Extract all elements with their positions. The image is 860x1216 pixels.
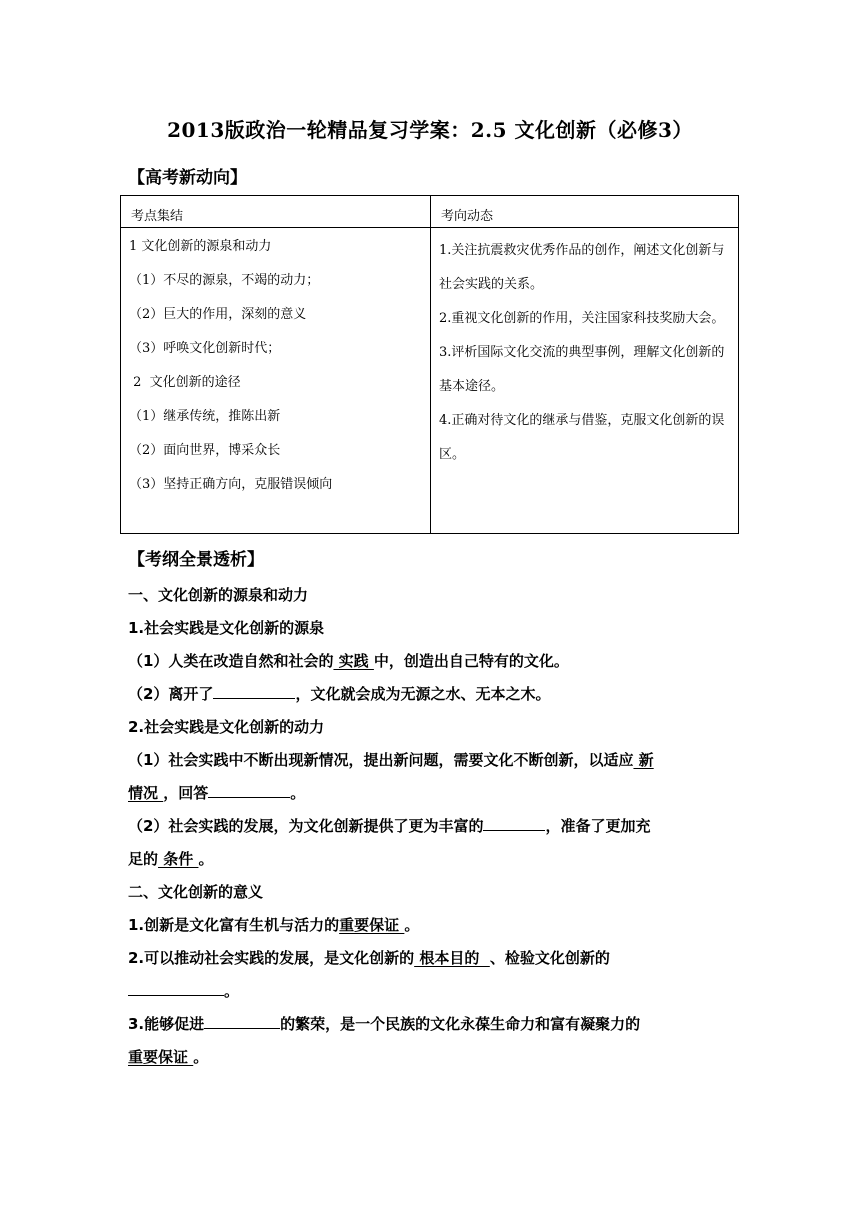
outline-paragraph <box>128 1008 738 1074</box>
list-item: （3）呼唤文化创新时代； <box>129 341 281 356</box>
trends-table <box>120 195 739 534</box>
table-cell-trends <box>431 228 739 534</box>
text-span: 。 <box>193 1048 209 1066</box>
outline-paragraph <box>128 645 738 678</box>
text-span: ，回答 <box>163 784 209 802</box>
list-item: 2.重视文化创新的作用，关注国家科技奖励大会。 <box>439 311 725 326</box>
table-body-row <box>121 228 739 534</box>
list-item: 3.评析国际文化交流的典型事例，理解文化创新的基本途径。 <box>439 345 725 394</box>
table-header-left: 考点集结 <box>121 196 431 228</box>
list-item: （3）坚持正确方向，克服错误倾向 <box>129 477 333 492</box>
answer-underline: 实践 <box>333 652 374 670</box>
outline-heading-1: 一、文化创新的源泉和动力 <box>128 586 309 604</box>
text-span: 。 <box>224 982 240 1000</box>
answer-underline: 情况 <box>128 784 164 802</box>
text-span: （1）人类在改造自然和社会的 <box>128 652 334 670</box>
text-span: 2.可以推动社会实践的发展，是文化创新的 <box>128 949 415 967</box>
text-span: ，准备了更加充 <box>545 817 651 835</box>
fill-blank <box>213 683 295 699</box>
text-span: 。 <box>198 850 214 868</box>
list-item: 1 文化创新的源泉和动力 <box>129 239 272 254</box>
text-span: 、检验文化创新的 <box>489 949 610 967</box>
text-span: 1.创新是文化富有生机与活力的 <box>128 916 340 934</box>
outline-paragraph <box>128 678 738 711</box>
outline-paragraph <box>128 810 738 876</box>
answer-underline: 根本目的 <box>414 949 490 967</box>
list-item: 1.关注抗震救灾优秀作品的创作，阐述文化创新与社会实践的关系。 <box>439 243 725 292</box>
text-span: 。 <box>404 916 420 934</box>
text-span: （2）离开了 <box>128 685 214 703</box>
answer-underline: 重要保证 <box>339 916 405 934</box>
outline-paragraph: 2.社会实践是文化创新的动力 <box>128 718 325 736</box>
outline-paragraph <box>128 744 738 810</box>
list-item: 4.正确对待文化的继承与借鉴，克服文化创新的误区。 <box>439 413 725 462</box>
text-span: （1）社会实践中不断出现新情况，提出新问题，需要文化不断创新，以适应 <box>128 751 634 769</box>
list-item: （2）面向世界，博采众长 <box>129 443 281 458</box>
fill-blank <box>483 815 545 831</box>
answer-underline: 条件 <box>158 850 199 868</box>
outline-paragraph <box>128 909 738 942</box>
table-cell-key-points <box>121 228 431 534</box>
section-heading-trends: 【高考新动向】 <box>128 168 247 188</box>
answer-underline: 重要保证 <box>128 1048 194 1066</box>
text-span: ，文化就会成为无源之水、无本之木。 <box>295 685 551 703</box>
text-span: （2）社会实践的发展，为文化创新提供了更为丰富的 <box>128 817 484 835</box>
list-item: （1）不尽的源泉，不竭的动力； <box>129 273 320 288</box>
list-item: （2）巨大的作用，深刻的意义 <box>129 307 307 322</box>
fill-blank <box>204 1013 280 1029</box>
outline-paragraph: 1.社会实践是文化创新的源泉 <box>128 619 325 637</box>
text-span: 的繁荣，是一个民族的文化永葆生命力和富有凝聚力的 <box>280 1015 641 1033</box>
outline-heading-2: 二、文化创新的意义 <box>128 883 264 901</box>
list-item: 2 文化创新的途径 <box>129 375 241 390</box>
section-heading-outline: 【考纲全景透析】 <box>128 550 264 570</box>
outline-body <box>128 579 738 1074</box>
document-title: 2013版政治一轮精品复习学案：2.5 文化创新（必修3） <box>167 118 693 142</box>
fill-blank <box>128 980 224 996</box>
outline-paragraph <box>128 942 738 1008</box>
text-span: 3.能够促进 <box>128 1015 205 1033</box>
fill-blank <box>208 782 290 798</box>
text-span: 。 <box>290 784 306 802</box>
list-item: （1）继承传统，推陈出新 <box>129 409 281 424</box>
answer-underline: 新 <box>633 751 654 769</box>
table-header-right: 考向动态 <box>431 196 739 228</box>
table-header-row <box>121 196 739 228</box>
text-span: 足的 <box>128 850 159 868</box>
text-span: 中，创造出自己特有的文化。 <box>373 652 569 670</box>
